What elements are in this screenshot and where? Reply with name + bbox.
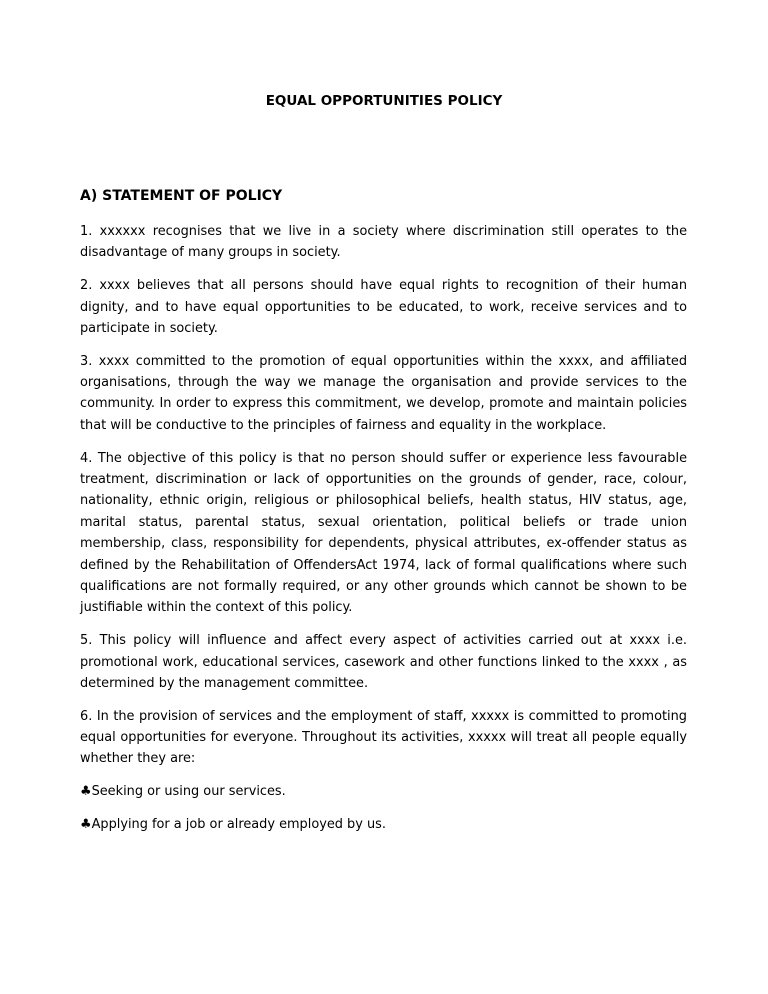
document-body [80, 221, 687, 847]
document-title: EQUAL OPPORTUNITIES POLICY [265, 93, 503, 109]
bullet-item [80, 814, 687, 835]
bullet-text: Seeking or using our services. [91, 784, 286, 800]
paragraph-5: 5. This policy will influence and affect every aspect of activities carried out at xxxx i.e. promotional work, educational services, casework and other functions linked to the xxxx , as determined by the management committee. [80, 633, 687, 691]
club-icon: ♣ [80, 816, 92, 832]
section-heading: A) STATEMENT OF POLICY [80, 188, 283, 204]
paragraph-3: 3. xxxx committed to the promotion of equal opportunities within the xxxx, and affiliated organisations, through the way we manage the organisation and provide services to the community. In order to express this commitment, we develop, promote and maintain policies that will be conductive to the principles of fairness and equality in the workplace. [80, 353, 687, 433]
bullet-item [80, 781, 687, 802]
club-icon: ♣ [80, 784, 92, 800]
paragraph-2: 2. xxxx believes that all persons should have equal rights to recognition of their human dignity, and to have equal opportunities to be educated, to work, receive services and to participate in society. [80, 278, 687, 336]
paragraph-1: 1. xxxxxx recognises that we live in a society where discrimination still operates to the disadvantage of many groups in society. [80, 224, 687, 261]
paragraph-4: 4. The objective of this policy is that no person should suffer or experience less favourable treatment, discrimination or lack of opportunities on the grounds of gender, race, colour, nationality, ethnic origin, religious or philosophical beliefs, health status, HIV status, age, marital status, parental status, sexual orientation, political beliefs or trade union membership, class, responsibility for dependents, physical attributes, ex-offender status as defined by the Rehabilitation of OffendersAct 1974, lack of formal qualifications where such qualifications are not formally required, or any other grounds which cannot be shown to be justifiable within the context of this policy. [80, 450, 687, 616]
paragraph-6: 6. In the provision of services and the employment of staff, xxxxx is committed to promoting equal opportunities for everyone. Throughout its activities, xxxxx will treat all people equally whether they are: [80, 708, 687, 767]
bullet-text: Applying for a job or already employed by us. [91, 816, 386, 832]
